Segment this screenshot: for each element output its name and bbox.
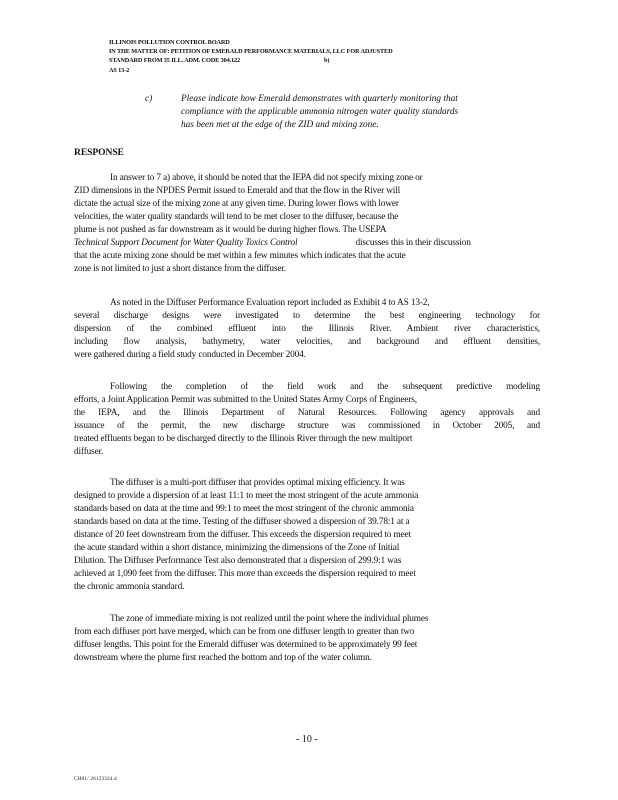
- response-heading: RESPONSE: [74, 147, 124, 158]
- page-number: - 10 -: [296, 734, 318, 745]
- question-line: compliance with the applicable ammonia nitrogen water quality standards: [181, 107, 459, 117]
- paragraph-line: that the acute mixing zone should be met within a few minutes which indicates that the acute: [74, 251, 406, 261]
- paragraph-zone-of-mixing: [74, 613, 428, 665]
- paragraph-line: zone is not limited to just a short distance from the diffuser.: [74, 264, 286, 274]
- paragraph-line: efforts, a Joint Application Permit was submitted to the United States Army Corps of Engineers,: [74, 395, 417, 405]
- header-matter-title: IN THE MATTER OF: PETITION OF EMERALD PERFORMANCE MATERIALS, LLC FOR ADJUSTED: [109, 48, 393, 56]
- paragraph-line: designed to provide a dispersion of at least 11:1 to meet the most stringent of the acute ammonia: [74, 491, 419, 501]
- paragraph-line: plume is not pushed as far downstream as it would be during higher flows. The USEPA: [74, 225, 387, 235]
- paragraph-line-continuation: discusses this in their discussion: [355, 238, 471, 248]
- paragraph-line: the chronic ammonia standard.: [74, 582, 185, 592]
- paragraph-line: [74, 237, 471, 250]
- paragraph-mixing-zone: [74, 172, 471, 276]
- paragraph-line: including flow analysis, bathymetry, water velocities, and background and effluent densities,: [74, 337, 540, 347]
- paragraph-line: As noted in the Diffuser Performance Evaluation report included as Exhibit 4 to AS 13-2,: [110, 298, 430, 308]
- paragraph-line: diffuser lengths. This point for the Emerald diffuser was determined to be approximately 99 feet: [74, 640, 418, 650]
- paragraph-line: The zone of immediate mixing is not realized until the point where the individual plumes: [110, 614, 429, 624]
- paragraph-line: ZID dimensions in the NPDES Permit issued to Emerald and that the flow in the River will: [74, 186, 401, 196]
- question-text: [181, 93, 485, 132]
- document-title-italic: Technical Support Document for Water Quality Toxics Control: [74, 238, 298, 248]
- paragraph-permit-history: [74, 381, 540, 459]
- paragraph-line: were gathered during a field study conducted in December 2004.: [74, 350, 306, 360]
- paragraph-diffuser-performance: [74, 477, 418, 594]
- paragraph-line: standards based on data at the time and 99:1 to meet the most stringent of the chronic ammonia: [74, 504, 414, 514]
- case-caption-header: [109, 38, 439, 75]
- paragraph-line: The diffuser is a multi-port diffuser that provides optimal mixing efficiency. It was: [110, 478, 405, 488]
- header-case-number: AS 13-2: [109, 66, 130, 74]
- paragraph-line: the IEPA, and the Illinois Department of Natural Resources. Following agency approvals and: [74, 408, 540, 418]
- header-standard-text: STANDARD FROM 35 ILL. ADM. CODE 304.122: [109, 57, 240, 65]
- header-standard-suffix: b): [324, 57, 330, 65]
- question-line: has been met at the edge of the ZID and mixing zone.: [181, 120, 379, 130]
- header-standard-line: [109, 56, 439, 65]
- paragraph-line: from each diffuser port have merged, which can be from one diffuser length to greater than two: [74, 627, 415, 637]
- paragraph-line: dispersion of the combined effluent into the Illinois River. Ambient river characteristics,: [74, 324, 540, 334]
- paragraph-line: Dilution. The Diffuser Performance Test also demonstrated that a dispersion of 299.9:1 was: [74, 556, 402, 566]
- paragraph-line: several discharge designs were investigated to determine the best engineering technology for: [74, 311, 540, 321]
- question-block: [145, 93, 485, 132]
- paragraph-line: In answer to 7 a) above, it should be noted that the IEPA did not specify mixing zone or: [110, 173, 423, 183]
- paragraph-line: the acute standard within a short distance, minimizing the dimensions of the Zone of Initial: [74, 543, 400, 553]
- paragraph-line: Following the completion of the field work and the subsequent predictive modeling: [110, 382, 540, 392]
- paragraph-line: dictate the actual size of the mixing zone at any given time. During lower flows with lower: [74, 199, 399, 209]
- paragraph-line: standards based on data at the time. Testing of the diffuser showed a dispersion of 39.78:1 at a: [74, 517, 410, 527]
- document-id: CH01/ 26123324.4: [74, 776, 117, 782]
- question-line: Please indicate how Emerald demonstrates with quarterly monitoring that: [181, 94, 458, 104]
- header-board-name: ILLINOIS POLLUTION CONTROL BOARD: [109, 39, 230, 46]
- paragraph-line: issuance of the permit, the new discharge structure was commissioned in October 2005, and: [74, 421, 540, 431]
- paragraph-diffuser-evaluation: [74, 297, 540, 362]
- paragraph-line: achieved at 1,090 feet from the diffuser. This more than exceeds the dispersion required to meet: [74, 569, 416, 579]
- paragraph-line: downstream where the plume first reached the bottom and top of the water column.: [74, 653, 372, 663]
- paragraph-line: velocities, the water quality standards will tend to be met closer to the diffuser, because the: [74, 212, 399, 222]
- question-label: c): [145, 94, 153, 104]
- paragraph-line: distance of 20 feet downstream from the diffuser. This exceeds the dispersion required to meet: [74, 530, 411, 540]
- paragraph-line: treated effluents began to be discharged directly to the Illinois River through the new multiport: [74, 434, 413, 444]
- paragraph-line: diffuser.: [74, 447, 104, 457]
